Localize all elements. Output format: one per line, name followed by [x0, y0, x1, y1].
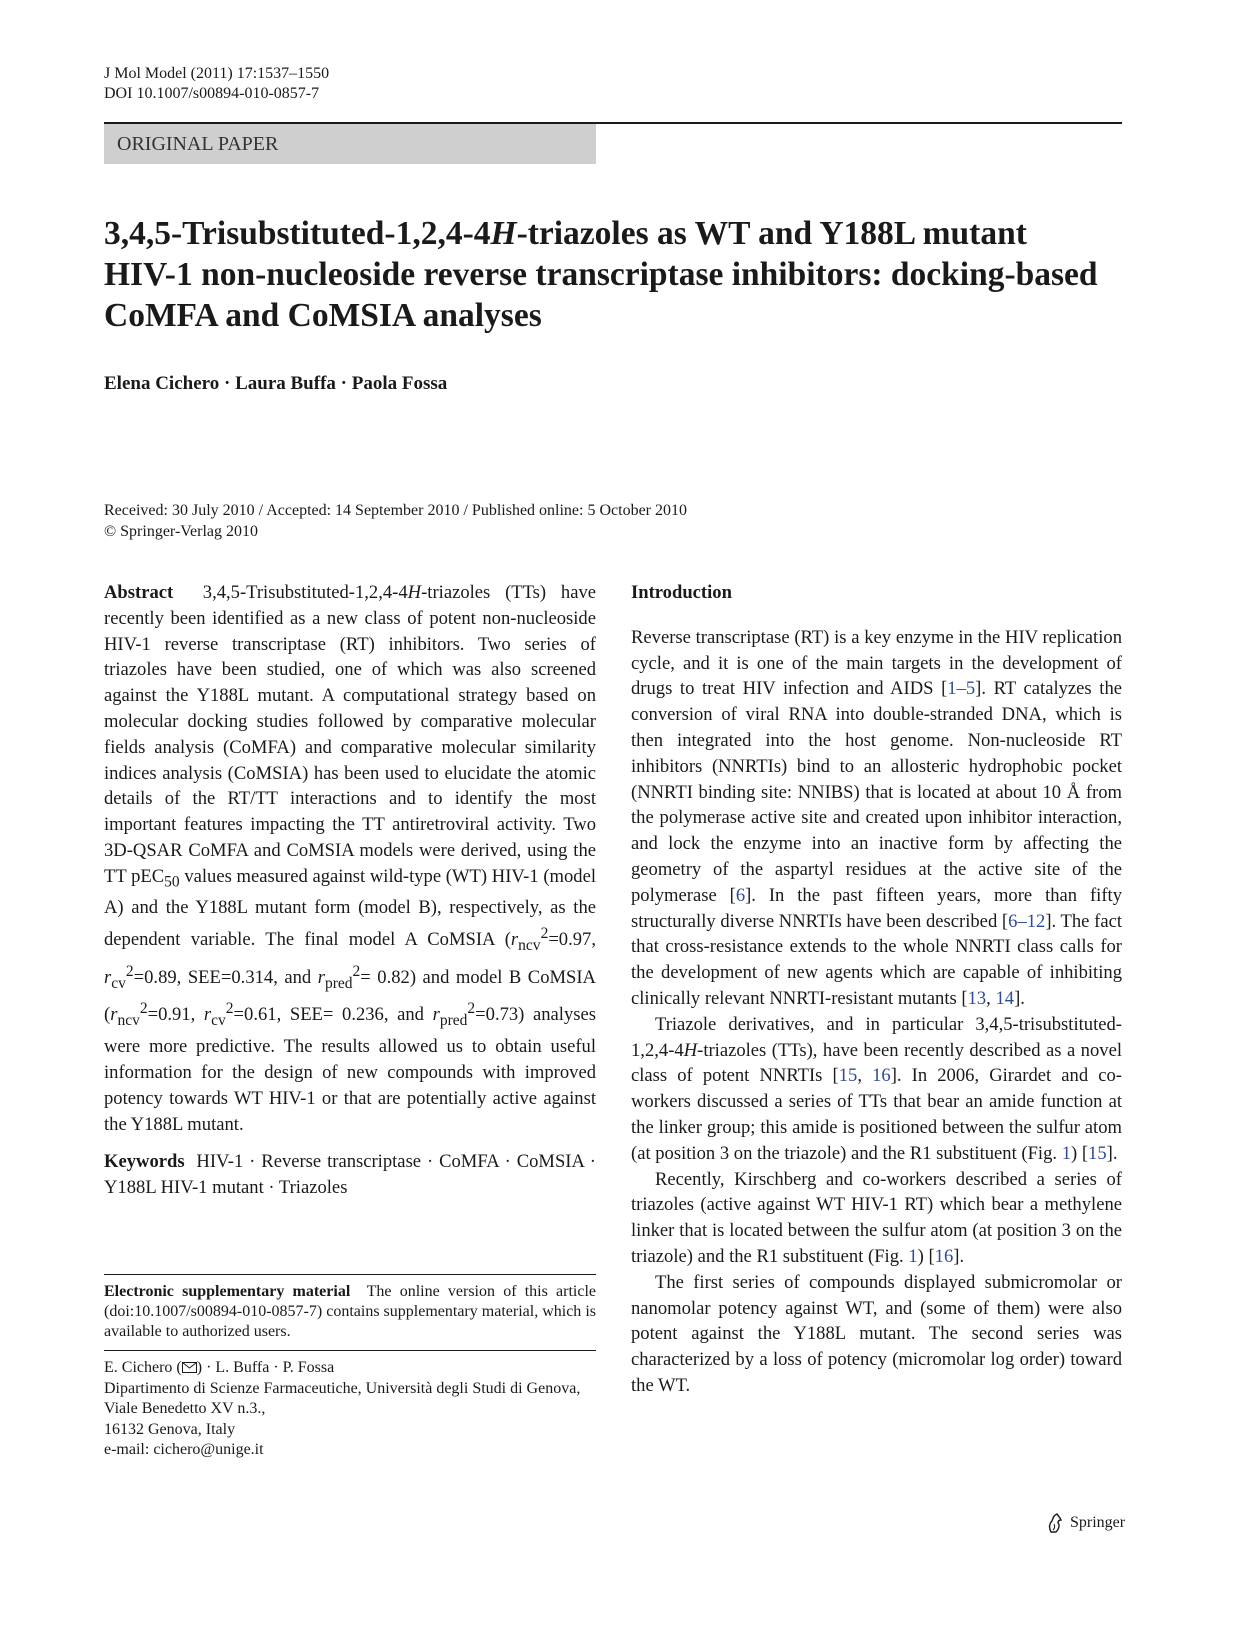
citation-link[interactable]: 6	[735, 884, 746, 906]
citation-link[interactable]: 15	[1088, 1142, 1107, 1164]
citation-link[interactable]: 13	[967, 987, 987, 1009]
left-column	[104, 580, 596, 1201]
affiliation-divider	[104, 1350, 596, 1351]
figure-link[interactable]: 1	[908, 1245, 918, 1267]
envelope-icon	[182, 1362, 197, 1373]
intro-paragraph: Recently, Kirschberg and co-workers described a series of triazoles (active against WT HIV-1 RT) which bear a methylene linker that is located between the sulfur atom (at position 3 on the triazole) and the R1 substituent (Fig. 1) [16].	[631, 1168, 1122, 1267]
citation-link[interactable]: 1–5	[947, 678, 976, 700]
author-name: Laura Buffa	[235, 373, 336, 394]
dates-line: Received: 30 July 2010 / Accepted: 14 September 2010 / Published online: 5 October 2010	[104, 502, 688, 519]
right-column	[631, 580, 1122, 1399]
intro-paragraph: Reverse transcriptase (RT) is a key enzyme in the HIV replication cycle, and it is one of the main targets in the development of drugs to treat HIV infection and AIDS [1–5]. RT catalyzes the conversion of viral RNA into double-stranded DNA, which is then integrated into the host genome. Non-nucleoside RT inhibitors (NNRTIs) bind to an allosteric hydrophobic pocket (NNRTI binding site: NNIBS) that is located at about 10 Å from the polymerase active site and created upon inhibitor interaction, and lock the enzyme into an inactive form by affecting the geometry of the aspartyl residues at the active site of the polymerase [6]. In the past fifteen years, more than fifty structurally diverse NNRTIs have been described [6–12]. The fact that cross-resistance extends to the whole NNRTI class calls for the development of new agents which are capable of inhibiting clinically relevant NNRTI-resistant mutants [13, 14].	[631, 626, 1123, 1009]
section-heading-introduction: Introduction	[631, 582, 732, 603]
paper-title: 3,4,5-Trisubstituted-1,2,4-4H-triazoles as WT and Y188L mutant HIV-1 non-nucleoside reverse transcriptase inhibitors: docking-based CoMFA and CoMSIA analyses	[104, 215, 1098, 334]
publisher-name: Springer	[1070, 1514, 1126, 1531]
esm-divider	[104, 1274, 596, 1275]
correspondence-line: E. Cichero ( ) · L. Buffa · P. Fossa	[104, 1359, 335, 1376]
journal-header	[104, 64, 329, 104]
citation-link[interactable]: 14	[995, 987, 1015, 1009]
author-name: Elena Cichero	[104, 373, 220, 394]
department: Dipartimento di Scienze Farmaceutiche, Università degli Studi di Genova,	[104, 1379, 581, 1397]
springer-horse-icon	[1045, 1512, 1065, 1534]
citation-link[interactable]: 15	[838, 1065, 858, 1087]
email: e-mail: cichero@unige.it	[104, 1441, 264, 1458]
copyright-line: © Springer-Verlag 2010	[104, 523, 259, 540]
supplementary-note: Electronic supplementary material The online version of this article (doi:10.1007/s00894-010-0857-7) contains supplementary material, which is available to authorized users.	[104, 1283, 596, 1340]
street: Viale Benedetto XV n.3.,	[104, 1400, 266, 1417]
doi: DOI 10.1007/s00894-010-0857-7	[104, 85, 320, 102]
abstract-label: Abstract	[104, 582, 174, 603]
author-name: Paola Fossa	[351, 373, 448, 394]
intro-paragraph: The first series of compounds displayed submicromolar or nanomolar potency against WT, and (some of them) were also potent against the Y188L mutant. The second series was characterized by a loss of potency (micromolar log order) toward the WT.	[631, 1271, 1122, 1396]
journal-citation: J Mol Model (2011) 17:1537–1550	[104, 65, 330, 82]
affiliation	[104, 1358, 596, 1461]
citation-link[interactable]: 6–12	[1008, 910, 1046, 932]
paper-type-banner: ORIGINAL PAPER	[104, 124, 596, 164]
figure-link[interactable]: 1	[1061, 1142, 1071, 1164]
intro-paragraph: Triazole derivatives, and in particular 3,4,5-trisubstituted-1,2,4-4H-triazoles (TTs), have been recently described as a novel class of potent NNRTIs [15, 16]. In 2006, Girardet and co-workers discussed a series of TTs that bear an amide function at the linker group; this amide is positioned between the sulfur atom (at position 3 on the triazole) and the R1 substituent (Fig. 1) [15].	[631, 1013, 1122, 1164]
keywords: Keywords HIV-1 · Reverse transcriptase · CoMFA · CoMSIA · Y188L HIV-1 mutant · Triazoles	[104, 1151, 596, 1199]
abstract: Abstract 3,4,5-Trisubstituted-1,2,4-4H-triazoles (TTs) have recently been identified as a new class of potent non-nucleoside HIV-1 reverse transcriptase (RT) inhibitors. Two series of triazoles have been studied, one of which was also screened against the Y188L mutant. A computational strategy based on molecular docking studies followed by comparative molecular fields analysis (CoMFA) and comparative molecular similarity indices analysis (CoMSIA) has been used to elucidate the atomic details of the RT/TT interactions and to identify the most important features impacting the TT antiretroviral activity. Two 3D-QSAR CoMFA and CoMSIA models were derived, using the TT pEC$_{50}$ values measured against wild-type (WT) HIV-1 (model A) and the Y188L mutant form (model B), respectively, as the dependent variable. The final model A CoMSIA ($r_{ncv}^2=0.97$, $r_{cv}^2=0.89$, SEE=0.314, and $r_{pred}^2= 0.82$) and model B CoMSIA ($r_{ncv}^2=0.91$, $r_{cv}^2=0.61$, SEE= 0.236, and $r_{pred}^2=0.73$) analyses were more predictive. The results allowed us to obtain useful information for the design of new compounds with improved potency towards WT HIV-1 or that are potentially active against the Y188L mutant.	[104, 582, 596, 1135]
citation-link[interactable]: 16	[934, 1245, 954, 1267]
city: 16132 Genova, Italy	[104, 1420, 236, 1438]
publication-dates	[104, 500, 687, 542]
citation-link[interactable]: 16	[872, 1065, 891, 1087]
keywords-label: Keywords	[104, 1151, 185, 1173]
author-list: Elena Cichero · Laura Buffa · Paola Fossa	[104, 373, 448, 394]
publisher-logo	[1045, 1512, 1125, 1534]
